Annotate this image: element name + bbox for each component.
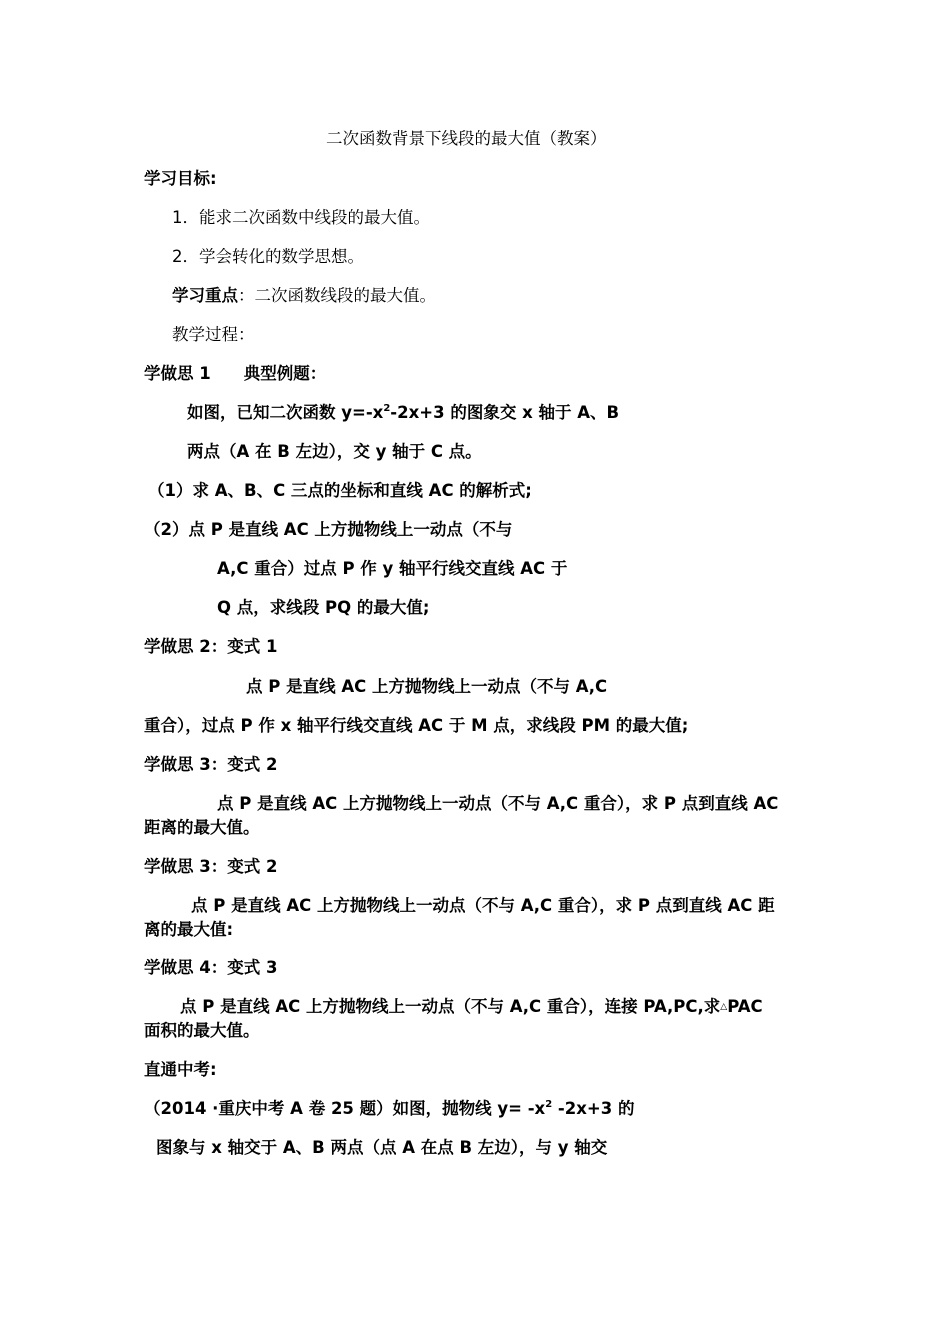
teaching-process-label: 教学过程： [172,325,255,344]
exam-line-2: 图象与 x 轴交于 A、B 两点（点 A 在点 B 左边），与 y 轴交 [156,1138,608,1157]
goal-item-2: 2．学会转化的数学思想。 [172,247,364,266]
section-2-heading: 学做思 2：变式 1 [144,637,278,656]
section-2-line-1: 点 P 是直线 AC 上方抛物线上一动点（不与 A,C [246,677,608,696]
section-4-line-1 [180,996,763,1021]
exam-line-1 [144,1098,634,1120]
goal-item-1: 1．能求二次函数中线段的最大值。 [172,208,430,227]
question-2-line-3: Q 点，求线段 PQ 的最大值; [217,598,430,617]
key-point-label: 学习重点 [172,286,238,305]
section-3a-heading: 学做思 3：变式 2 [144,755,278,774]
exam-line-1-b: -2x+3 的 [552,1099,635,1118]
section-3b-line-1: 点 P 是直线 AC 上方抛物线上一动点（不与 A,C 重合），求 P 点到直线 AC 距 [191,896,775,915]
question-2-line-1: （2）点 P 是直线 AC 上方抛物线上一动点（不与 [144,520,513,539]
example-line-1 [187,402,619,424]
section-3a-line-2: 距离的最大值。 [144,818,260,837]
section-4-line-2: 面积的最大值。 [144,1021,260,1040]
key-point-text: ：二次函数线段的最大值。 [238,286,436,305]
goals-heading: 学习目标: [144,169,217,188]
triangle-symbol: △ [720,1002,728,1012]
exam-line-1-a: （2014 ·重庆中考 A 卷 25 题）如图，抛物线 y= -x [144,1099,546,1118]
question-1: （1）求 A、B、C 三点的坐标和直线 AC 的解析式; [148,481,532,500]
document-title: 二次函数背景下线段的最大值（教案） [326,129,607,148]
exam-heading: 直通中考: [144,1060,217,1079]
section-4-heading: 学做思 4：变式 3 [144,958,278,977]
section-3a-line-1: 点 P 是直线 AC 上方抛物线上一动点（不与 A,C 重合），求 P 点到直线 AC [217,794,779,813]
example-line-1-b: -2x+3 的图象交 x 轴于 A、B [390,403,620,422]
question-2-line-2: A,C 重合）过点 P 作 y 轴平行线交直线 AC 于 [217,559,568,578]
section-3b-line-2: 离的最大值: [144,920,234,939]
exam-exponent: 2 [545,1098,553,1110]
example-line-1-a: 如图，已知二次函数 y=-x [187,403,384,422]
section-1-heading: 学做思 1 典型例题： [144,364,327,383]
key-point [172,285,436,307]
section-4-line-1-b: PAC [727,997,763,1016]
example-exponent: 2 [383,402,391,414]
section-4-line-1-a: 点 P 是直线 AC 上方抛物线上一动点（不与 A,C 重合），连接 PA,PC,求 [180,997,721,1016]
section-3b-heading: 学做思 3：变式 2 [144,857,278,876]
section-2-line-2: 重合），过点 P 作 x 轴平行线交直线 AC 于 M 点，求线段 PM 的最大值; [144,716,689,735]
example-line-2: 两点（A 在 B 左边），交 y 轴于 C 点。 [187,442,482,461]
